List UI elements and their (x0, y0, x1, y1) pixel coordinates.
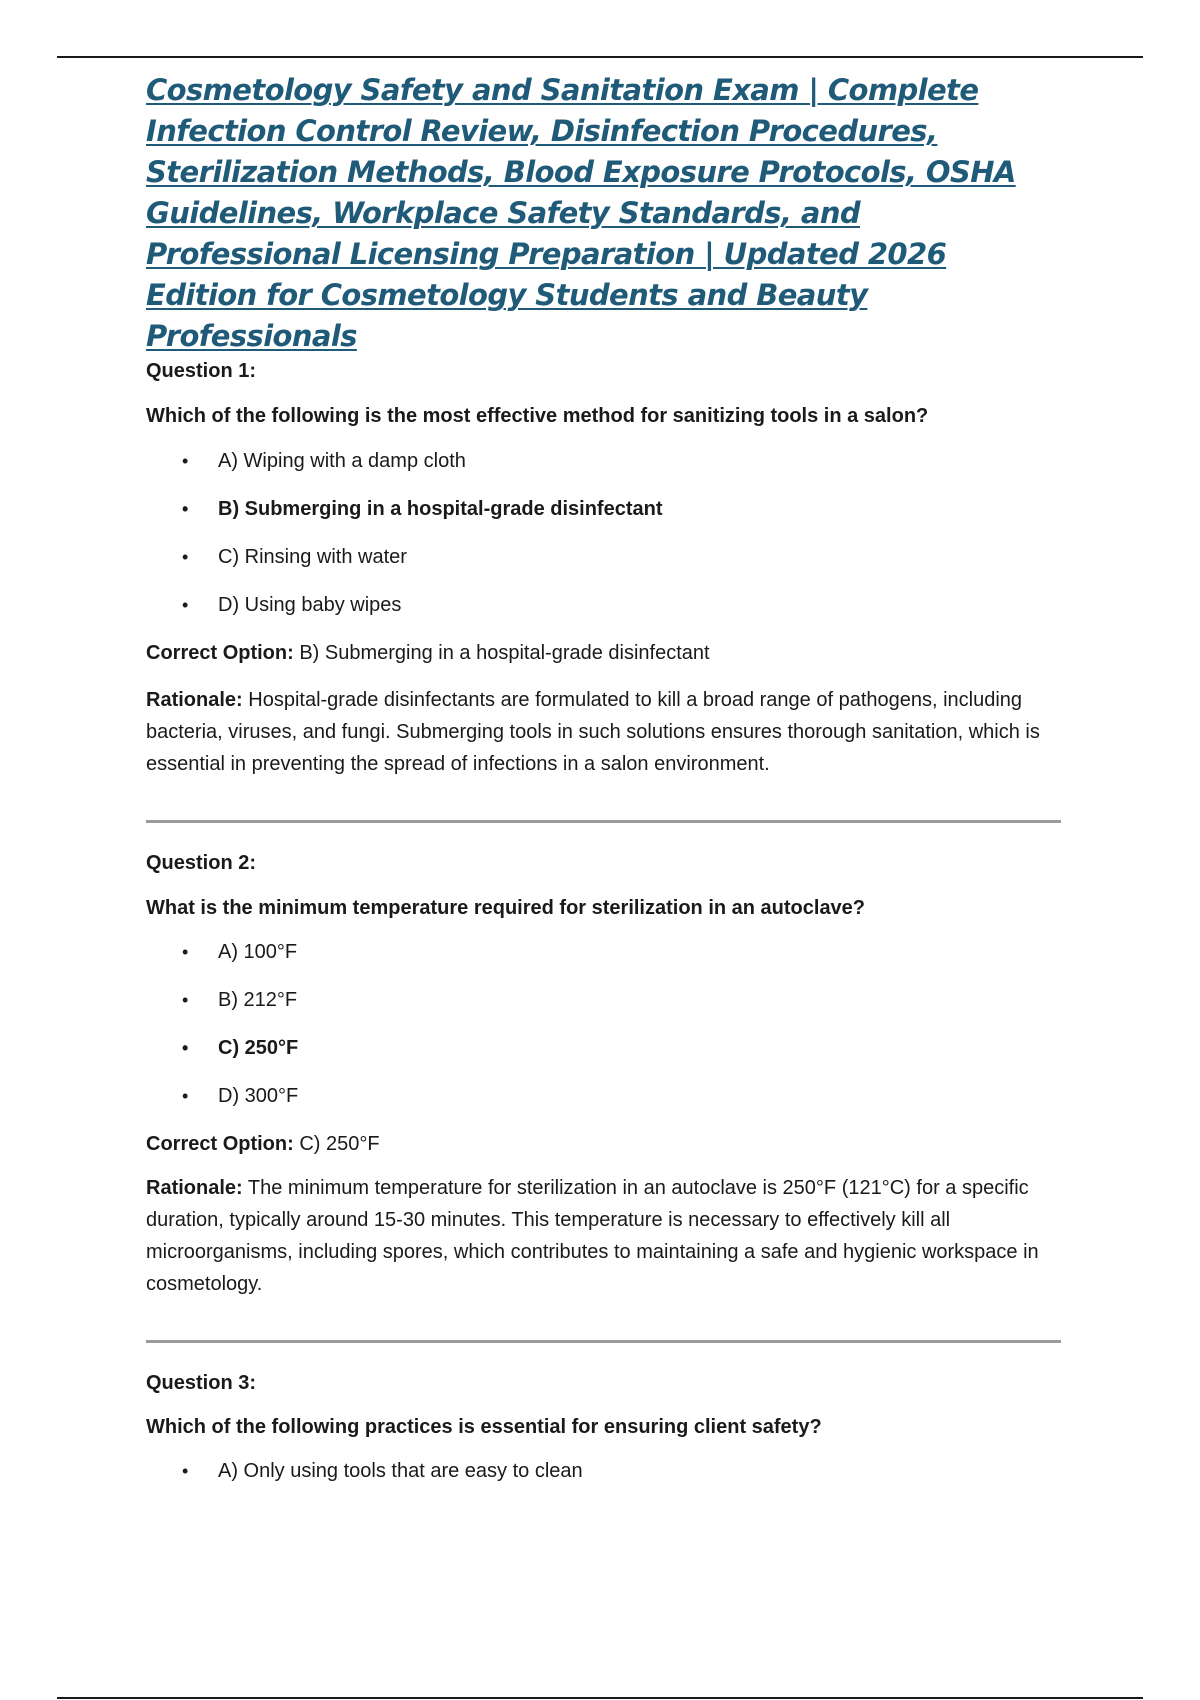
option-a (146, 1457, 1061, 1505)
correct-option (146, 639, 1061, 667)
rationale (146, 684, 1061, 780)
question-label: Question 1: (146, 360, 257, 382)
bullet-icon: • (182, 595, 189, 615)
bullet-icon: • (182, 1038, 189, 1058)
question-1 (146, 357, 1061, 780)
question-text: What is the minimum temperature required for sterilization in an autoclave? (146, 897, 866, 919)
option-c (146, 1034, 1061, 1082)
bullet-icon: • (182, 1461, 189, 1481)
option-list (146, 938, 1061, 1130)
option-a (146, 938, 1061, 986)
rationale-label: Rationale: (146, 689, 243, 711)
header-rule (57, 56, 1143, 58)
question-text: Which of the following is the most effective method for sanitizing tools in a salon? (146, 405, 929, 427)
option-d (146, 591, 1061, 639)
document-title: Cosmetology Safety and Sanitation Exam | Complete Infection Control Review, Disinfection Procedures, Sterilization Methods, Blood Exposure Protocols, OSHA Guidelines, Workplace Safety Standards, and Professional Licensing Preparation | Updated 2026 Edition for Cosmetology Students and Beauty Professionals (146, 73, 1016, 353)
question-label: Question 3: (146, 1372, 257, 1394)
option-d (146, 1082, 1061, 1130)
option-text: B) Submerging in a hospital-grade disinfectant (218, 498, 663, 520)
rationale-text: Hospital-grade disinfectants are formulated to kill a broad range of pathogens, including bacteria, viruses, and fungi. Submerging tools in such solutions ensures thorough sanitation, which is essential in preventing the spread of infections in a salon environment. (146, 689, 1040, 775)
question-label: Question 2: (146, 852, 257, 874)
bullet-icon: • (182, 990, 189, 1010)
rationale-label: Rationale: (146, 1177, 243, 1199)
bullet-icon: • (182, 499, 189, 519)
question-2 (146, 849, 1061, 1300)
option-text: A) 100°F (218, 941, 298, 963)
correct-option-value: C) 250°F (299, 1133, 380, 1155)
option-b (146, 495, 1061, 543)
option-list (146, 447, 1061, 639)
option-text: D) 300°F (218, 1085, 299, 1107)
question-separator (146, 820, 1061, 823)
correct-option-label: Correct Option: (146, 642, 294, 664)
rationale-text: The minimum temperature for sterilization in an autoclave is 250°F (121°C) for a specific duration, typically around 15-30 minutes. This temperature is necessary to effectively kill all microorganisms, including spores, which contributes to maintaining a safe and hygienic workspace in cosmetology. (146, 1177, 1039, 1295)
footer-rule (57, 1697, 1143, 1699)
option-text: A) Wiping with a damp cloth (218, 450, 466, 472)
question-3 (146, 1369, 1061, 1505)
question-text: Which of the following practices is essential for ensuring client safety? (146, 1416, 822, 1438)
correct-option-value: B) Submerging in a hospital-grade disinfectant (299, 642, 710, 664)
bullet-icon: • (182, 451, 189, 471)
correct-option-label: Correct Option: (146, 1133, 294, 1155)
rationale (146, 1172, 1061, 1300)
option-text: C) Rinsing with water (218, 546, 407, 568)
correct-option (146, 1130, 1061, 1158)
option-text: B) 212°F (218, 989, 298, 1011)
option-list (146, 1457, 1061, 1505)
bullet-icon: • (182, 1086, 189, 1106)
document-body (146, 70, 1061, 1505)
option-a (146, 447, 1061, 495)
option-text: A) Only using tools that are easy to clean (218, 1460, 583, 1482)
bullet-icon: • (182, 547, 189, 567)
question-separator (146, 1340, 1061, 1343)
option-c (146, 543, 1061, 591)
option-b (146, 986, 1061, 1034)
option-text: D) Using baby wipes (218, 594, 402, 616)
option-text: C) 250°F (218, 1037, 299, 1059)
bullet-icon: • (182, 942, 189, 962)
